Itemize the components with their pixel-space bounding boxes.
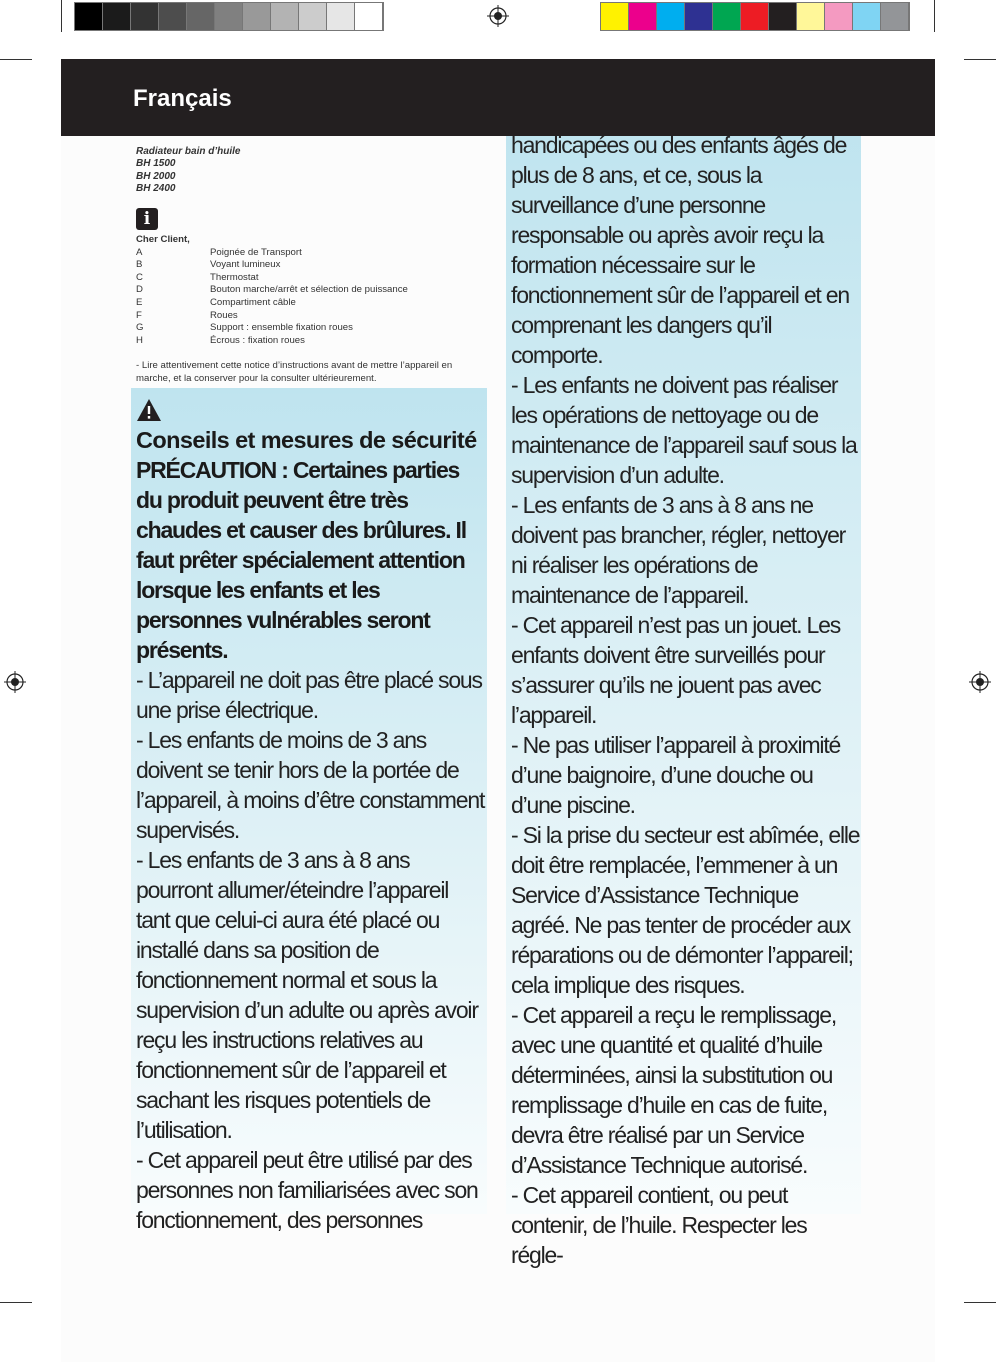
color-patch [657, 3, 685, 30]
color-patch [797, 3, 825, 30]
list-item [136, 335, 408, 348]
registration-mark-icon [487, 5, 509, 27]
part-label: Voyant lumineux [210, 259, 281, 271]
part-label: Compartiment câble [210, 296, 296, 308]
color-patch [601, 3, 629, 30]
list-item [136, 322, 408, 335]
warning-icon [136, 398, 162, 422]
list-item [136, 310, 408, 323]
color-patch [187, 3, 215, 30]
crop-mark [964, 1302, 996, 1303]
color-patch [685, 3, 713, 30]
color-patch [881, 3, 909, 30]
color-patch [327, 3, 355, 30]
paragraph: - Cet appareil peut être utilisé par des personnes non familiarisées avec son fonctionnement, des personnes [136, 1147, 478, 1233]
part-label: Bouton marche/arrêt et sélection de puissance [210, 284, 408, 296]
color-patch [769, 3, 797, 30]
paragraph: - Ne pas utiliser l’appareil à proximité d’une baignoire, d’une douche ou d’une piscine. [511, 732, 841, 818]
color-patch [825, 3, 853, 30]
model-number: BH 1500 [136, 158, 176, 170]
part-key: E [136, 296, 143, 308]
part-label: Roues [210, 309, 238, 321]
color-patch [75, 3, 103, 30]
paragraph: - Les enfants de 3 ans à 8 ans ne doivent pas brancher, régler, nettoyer ni réaliser les opérations de maintenance de l’appareil. [511, 492, 846, 608]
paragraph: - Si la prise du secteur est abîmée, elle doit être remplacée, l’emmener à un Service d’Assistance Technique agréé. Ne pas tenter de procéder aux réparations ou de démonter l’appareil; cela implique des risques. [511, 822, 860, 998]
part-key: H [136, 334, 143, 346]
color-patch [131, 3, 159, 30]
color-patch [271, 3, 299, 30]
paragraph: - Les enfants de 3 ans à 8 ans pourront allumer/éteindre l’appareil tant que celui-ci aura été placé ou installé dans sa position de fonctionnement normal et sous la supervision d’un adulte ou après avoir reçu les instructions relatives au fonctionnement sûr de l’appareil et sachant les risques potentiels de l’utilisation. [136, 847, 478, 1143]
model-number: BH 2400 [136, 183, 176, 195]
language-header [61, 59, 935, 136]
part-label: Poignée de Transport [210, 246, 302, 258]
color-patch [355, 3, 383, 30]
part-key: F [136, 309, 142, 321]
parts-list [136, 234, 408, 347]
crop-mark [0, 1302, 32, 1303]
safety-column-left [136, 425, 486, 1235]
registration-mark-icon [969, 671, 991, 693]
intro-note: - Lire attentivement cette notice d’instructions avant de mettre l’appareil en marche, et la conserver pour la consulter ultérieurement. [136, 360, 453, 384]
list-item [136, 272, 408, 285]
product-block [136, 146, 240, 196]
part-key: D [136, 284, 143, 296]
color-patch [741, 3, 769, 30]
color-patch [629, 3, 657, 30]
color-patch [159, 3, 187, 30]
color-patch [215, 3, 243, 30]
paragraph: - Les enfants de moins de 3 ans doivent se tenir hors de la portée de l’appareil, à moins d’être constamment supervisés. [136, 727, 485, 843]
safety-column-right [511, 130, 861, 1270]
list-item [136, 284, 408, 297]
color-patch [243, 3, 271, 30]
part-key: G [136, 322, 144, 334]
paragraph: - Cet appareil contient, ou peut contenir, de l’huile. Respecter les régle- [511, 1182, 807, 1268]
list-item [136, 297, 408, 310]
color-patch [713, 3, 741, 30]
color-patch [103, 3, 131, 30]
crop-mark [0, 59, 32, 60]
crop-mark [61, 0, 62, 32]
color-patch [299, 3, 327, 30]
paragraph: - Cet appareil a reçu le remplissage, avec une quantité et qualité d’huile déterminées, ainsi la substitution ou remplissage d’huile en cas de fuite, devra être réalisé par un Service d’Assistance Technique autorisé. [511, 1002, 837, 1178]
color-patch [853, 3, 881, 30]
part-key: C [136, 271, 143, 283]
model-number: BH 2000 [136, 170, 176, 182]
process-color-bar [600, 2, 910, 31]
language-title: Français [133, 85, 232, 112]
paragraph: - Les enfants ne doivent pas réaliser les opérations de nettoyage ou de maintenance de l’appareil sauf sous la supervision d’un adulte. [511, 372, 857, 488]
part-label: Thermostat [210, 271, 259, 283]
part-label: Écrous : fixation roues [210, 334, 305, 346]
list-item [136, 259, 408, 272]
paragraph: handicapées ou des enfants âgés de plus de 8 ans, et ce, sous la surveillance d’une personne responsable ou après avoir reçu la formation nécessaire sur le fonctionnement sûr de l’appareil et en comprenant les dangers qu’il comporte. [511, 132, 849, 368]
paragraph: - Cet appareil n’est pas un jouet. Les enfants doivent être surveillés pour s’assurer qu’ils ne jouent pas avec l’appareil. [511, 612, 841, 728]
caution-text: PRÉCAUTION : Certaines parties du produit peuvent être très chaudes et causer des brûlures. Il faut prêter spécialement attention lorsque les enfants et les personnes vulnérables seront présents. [136, 457, 466, 663]
list-item [136, 247, 408, 260]
paragraph: - L’appareil ne doit pas être placé sous une prise électrique. [136, 667, 482, 723]
part-key: B [136, 259, 143, 271]
greeting: Cher Client, [136, 234, 190, 245]
product-name: Radiateur bain d’huile [136, 146, 241, 157]
part-key: A [136, 246, 143, 258]
grayscale-color-bar [74, 2, 384, 31]
crop-mark [964, 59, 996, 60]
section-heading: Conseils et mesures de sécurité [136, 427, 477, 453]
crop-mark [934, 0, 935, 32]
registration-mark-icon [4, 671, 26, 693]
info-icon: i [136, 208, 158, 230]
part-label: Support : ensemble fixation roues [210, 322, 353, 334]
